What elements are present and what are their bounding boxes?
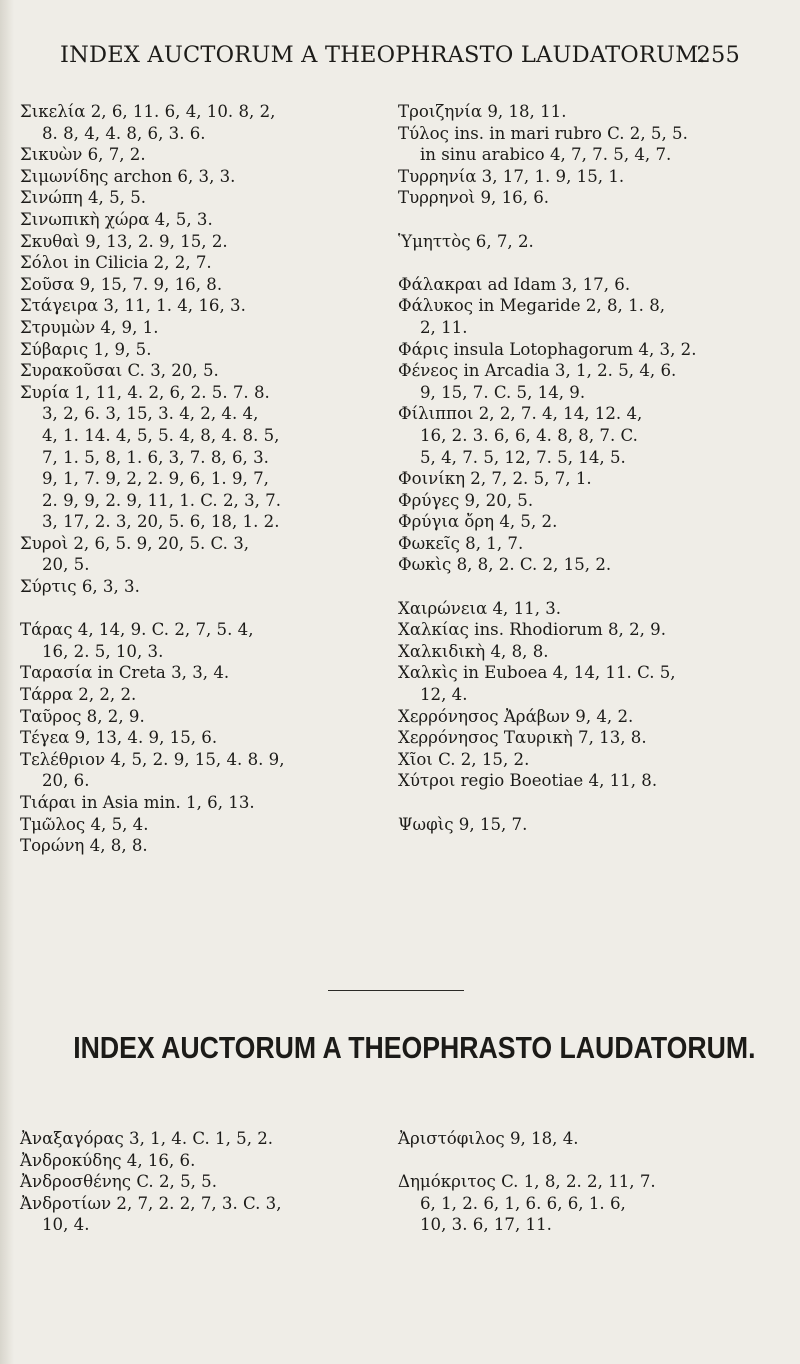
index-entry-continuation: in sinu arabico 4, 7, 7. 5, 4, 7. [420, 145, 672, 165]
index-entry-continuation: 20, 5. [42, 555, 90, 575]
index-entry: Ἀνδροτίων 2, 7, 2. 2, 7, 3. C. 3, [20, 1193, 282, 1213]
index-column-right [398, 101, 696, 835]
index-entry: Φάλακραι ad Idam 3, 17, 6. [398, 274, 631, 294]
index-entry: Χῖοι C. 2, 15, 2. [398, 749, 530, 769]
index-entry: Σινωπικὴ χώρα 4, 5, 3. [20, 209, 213, 229]
index-entry: Τέγεα 9, 13, 4. 9, 15, 6. [20, 728, 218, 748]
section-divider [328, 990, 464, 991]
index-entry-continuation: 10, 3. 6, 17, 11. [420, 1215, 552, 1235]
index-entry: Ἀνδροκύδης 4, 16, 6. [20, 1150, 196, 1170]
index-entry: Σοῦσα 9, 15, 7. 9, 16, 8. [20, 274, 223, 294]
index-entry: Σόλοι in Cilicia 2, 2, 7. [20, 253, 212, 273]
index-entry: Φάλυκος in Megaride 2, 8, 1. 8, [398, 296, 666, 316]
index-entry: Ὑμηττὸς 6, 7, 2. [398, 231, 534, 251]
index-entry: Φίλιπποι 2, 2, 7. 4, 14, 12. 4, [398, 404, 643, 424]
index-entry-continuation: 9, 15, 7. C. 5, 14, 9. [420, 382, 586, 402]
index-entry: Σιμωνίδης archon 6, 3, 3. [20, 166, 236, 186]
section-heading: INDEX AUCTORUM A THEOPHRASTO LAUDATORUM. [73, 1030, 756, 1065]
index-entry-continuation: 6, 1, 2. 6, 1, 6. 6, 6, 1. 6, [420, 1193, 626, 1213]
index-entry-continuation: 5, 4, 7. 5, 12, 7. 5, 14, 5. [420, 447, 626, 467]
index-entry: Χαιρώνεια 4, 11, 3. [398, 598, 562, 618]
index-entry-continuation: 20, 6. [42, 771, 90, 791]
index-entry: Ἀνδροσθένης C. 2, 5, 5. [20, 1172, 218, 1192]
index-entry-continuation: 4, 1. 14. 4, 5, 5. 4, 8, 4. 8. 5, [42, 425, 280, 445]
page-edge-shadow [0, 0, 14, 1364]
index-entry: Χαλκίας ins. Rhodiorum 8, 2, 9. [398, 620, 667, 640]
index-entry: Φρύγια ὄρη 4, 5, 2. [398, 512, 558, 532]
index-entry: Φένεος in Arcadia 3, 1, 2. 5, 4, 6. [398, 361, 677, 381]
index-entry-continuation: 16, 2. 3. 6, 6, 4. 8, 8, 7. C. [420, 425, 638, 445]
index-entry: Σύβαρις 1, 9, 5. [20, 339, 152, 359]
index-entry: Φάρις insula Lotophagorum 4, 3, 2. [398, 339, 697, 359]
index-entry: Στάγειρα 3, 11, 1. 4, 16, 3. [20, 296, 246, 316]
index-entry: Τάρρα 2, 2, 2. [20, 685, 137, 705]
index-entry: Φοινίκη 2, 7, 2. 5, 7, 1. [398, 469, 592, 489]
index-entry-continuation: 9, 1, 7. 9, 2, 2. 9, 6, 1. 9, 7, [42, 469, 269, 489]
index-entry: Τάρας 4, 14, 9. C. 2, 7, 5. 4, [20, 620, 254, 640]
index-entry: Ταῦρος 8, 2, 9. [20, 706, 145, 726]
index-entry-continuation: 3, 2, 6. 3, 15, 3. 4, 2, 4. 4, [42, 404, 259, 424]
index-entry-continuation: 8. 8, 4, 4. 8, 6, 3. 6. [42, 123, 206, 143]
entry-gap [398, 792, 696, 814]
index-entry: Σκυθαὶ 9, 13, 2. 9, 15, 2. [20, 231, 228, 251]
index-entry: Τμῶλος 4, 5, 4. [20, 814, 149, 834]
page-number: 255 [696, 42, 740, 68]
index-entry: Τροιζηνία 9, 18, 11. [398, 102, 567, 121]
index-entry: Τύλος ins. in mari rubro C. 2, 5, 5. [398, 123, 688, 143]
index-entry: Συρία 1, 11, 4. 2, 6, 2. 5. 7. 8. [20, 382, 270, 402]
authors-column-right [398, 1128, 656, 1236]
index-entry: Τυρρηνοὶ 9, 16, 6. [398, 188, 550, 208]
index-entry: Φωκεῖς 8, 1, 7. [398, 533, 524, 553]
index-entry-continuation: 10, 4. [42, 1215, 90, 1235]
index-entry: Τιάραι in Asia min. 1, 6, 13. [20, 793, 255, 812]
index-entry: Ἀναξαγόρας 3, 1, 4. C. 1, 5, 2. [20, 1129, 274, 1148]
entry-gap [398, 576, 696, 598]
index-entry-continuation: 12, 4. [420, 685, 468, 705]
index-entry: Χερρόνησος Ἀράβων 9, 4, 2. [398, 706, 634, 726]
index-entry-continuation: 3, 17, 2. 3, 20, 5. 6, 18, 1. 2. [42, 512, 280, 532]
index-entry-continuation: 2. 9, 9, 2. 9, 11, 1. C. 2, 3, 7. [42, 490, 282, 510]
index-entry: Χύτροι regio Boeotiae 4, 11, 8. [398, 771, 658, 791]
entry-gap [20, 598, 285, 620]
index-entry-continuation: 2, 11. [420, 317, 468, 337]
index-entry: Συρακοῦσαι C. 3, 20, 5. [20, 361, 219, 381]
index-entry: Χαλκὶς in Euboea 4, 14, 11. C. 5, [398, 663, 676, 683]
index-entry: Συροὶ 2, 6, 5. 9, 20, 5. C. 3, [20, 533, 250, 553]
index-entry-continuation: 7, 1. 5, 8, 1. 6, 3, 7. 8, 6, 3. [42, 447, 269, 467]
running-header [60, 42, 740, 68]
index-entry: Χαλκιδικὴ 4, 8, 8. [398, 641, 549, 661]
header-title: INDEX AUCTORUM A THEOPHRASTO LAUDATORUM. [60, 42, 706, 68]
index-entry: Ψωφὶς 9, 15, 7. [398, 814, 528, 834]
index-entry: Φωκὶς 8, 8, 2. C. 2, 15, 2. [398, 555, 612, 575]
index-entry: Ἀριστόφιλος 9, 18, 4. [398, 1129, 579, 1148]
index-entry: Σικυὼν 6, 7, 2. [20, 145, 146, 165]
index-entry: Φρύγες 9, 20, 5. [398, 490, 534, 510]
index-entry-continuation: 16, 2. 5, 10, 3. [42, 641, 164, 661]
index-entry: Σικελία 2, 6, 11. 6, 4, 10. 8, 2, [20, 102, 276, 121]
index-entry: Τελέθριον 4, 5, 2. 9, 15, 4. 8. 9, [20, 749, 285, 769]
entry-gap [398, 1150, 656, 1172]
entry-gap [398, 252, 696, 274]
index-entry: Ταρασία in Creta 3, 3, 4. [20, 663, 230, 683]
authors-column-left [20, 1128, 282, 1236]
index-entry: Τυρρηνία 3, 17, 1. 9, 15, 1. [398, 166, 625, 186]
index-column-left [20, 101, 285, 857]
index-entry: Τορώνη 4, 8, 8. [20, 836, 148, 856]
index-entry: Δημόκριτος C. 1, 8, 2. 2, 11, 7. [398, 1172, 656, 1192]
entry-gap [398, 209, 696, 231]
index-entry: Σύρτις 6, 3, 3. [20, 577, 140, 597]
index-entry: Χερρόνησος Ταυρικὴ 7, 13, 8. [398, 728, 647, 748]
index-entry: Σινώπη 4, 5, 5. [20, 188, 147, 208]
index-entry: Στρυμὼν 4, 9, 1. [20, 317, 159, 337]
